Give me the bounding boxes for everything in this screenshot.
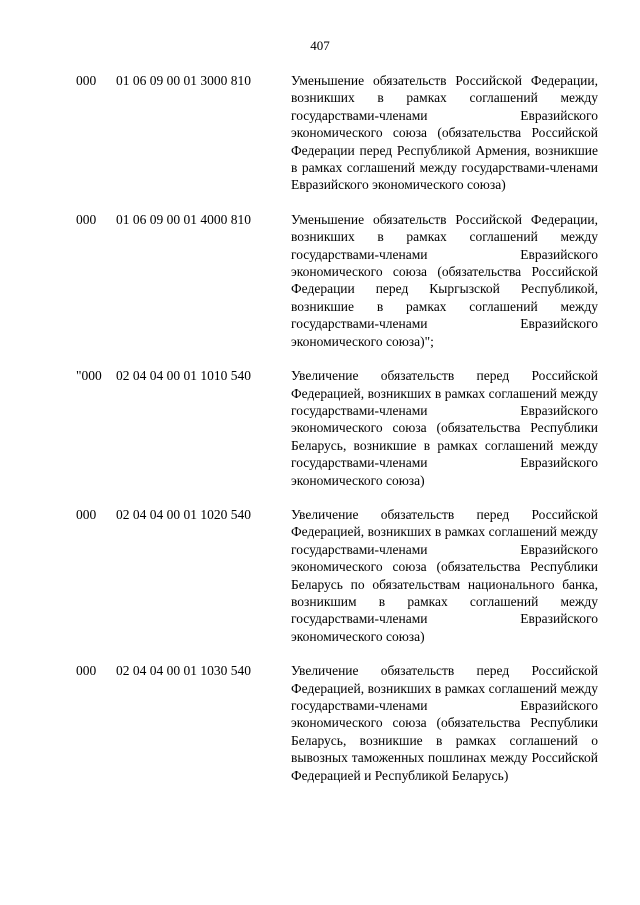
list-item <box>76 662 598 784</box>
classification-code: 02 04 04 00 01 1010 540 <box>116 368 251 384</box>
list-item <box>76 72 598 194</box>
administrator-code: "000 <box>76 368 102 384</box>
item-description: Увеличение обязательств перед Российской Федерацией, возникших в рамках соглашений между государствами-членами Евразийского экономического союза (обязательства Республики Беларусь, возникшие в рамках соглашений о вывозных таможенных пошлинах между Российской Федерацией и Республикой Беларусь) <box>291 663 598 783</box>
item-description: Увеличение обязательств перед Российской Федерацией, возникших в рамках соглашений между государствами-членами Евразийского экономического союза (обязательства Республики Беларусь по обязательствам национального банка, возникшим в рамках соглашений между государствами-членами Евразийского экономического союза) <box>291 506 598 644</box>
item-description: Уменьшение обязательств Российской Федерации, возникших в рамках соглашений между государствами-членами Евразийского экономического союза (обязательства Российской Федерации перед Республикой Армения, возникшие в рамках соглашений между государствами-членами Евразийского экономического союза) <box>291 73 598 193</box>
classification-code: 02 04 04 00 01 1030 540 <box>116 663 251 679</box>
classification-code: 01 06 09 00 01 4000 810 <box>116 211 251 227</box>
page-number: 407 <box>310 38 330 53</box>
classification-code: 01 06 09 00 01 3000 810 <box>116 73 251 88</box>
list-item <box>76 367 598 489</box>
item-description: Уменьшение обязательств Российской Федерации, возникших в рамках соглашений между государствами-членами Евразийского экономического союза (обязательства Российской Федерации перед Кыргызской Республикой, возникшие в рамках соглашений между государствами-членами Евразийского экономического союза)"; <box>291 211 598 349</box>
administrator-code: 000 <box>76 506 97 522</box>
item-description: Увеличение обязательств перед Российской Федерацией, возникших в рамках соглашений между государствами-членами Евразийского экономического союза (обязательства Республики Беларусь, возникшие в рамках соглашений между государствами-членами Евразийского экономического союза) <box>291 368 598 488</box>
classification-code: 02 04 04 00 01 1020 540 <box>116 506 251 522</box>
budget-classification-list <box>76 72 598 801</box>
list-item <box>76 506 598 645</box>
administrator-code: 000 <box>76 73 97 88</box>
administrator-code: 000 <box>76 663 97 679</box>
administrator-code: 000 <box>76 211 97 227</box>
list-item <box>76 211 598 350</box>
